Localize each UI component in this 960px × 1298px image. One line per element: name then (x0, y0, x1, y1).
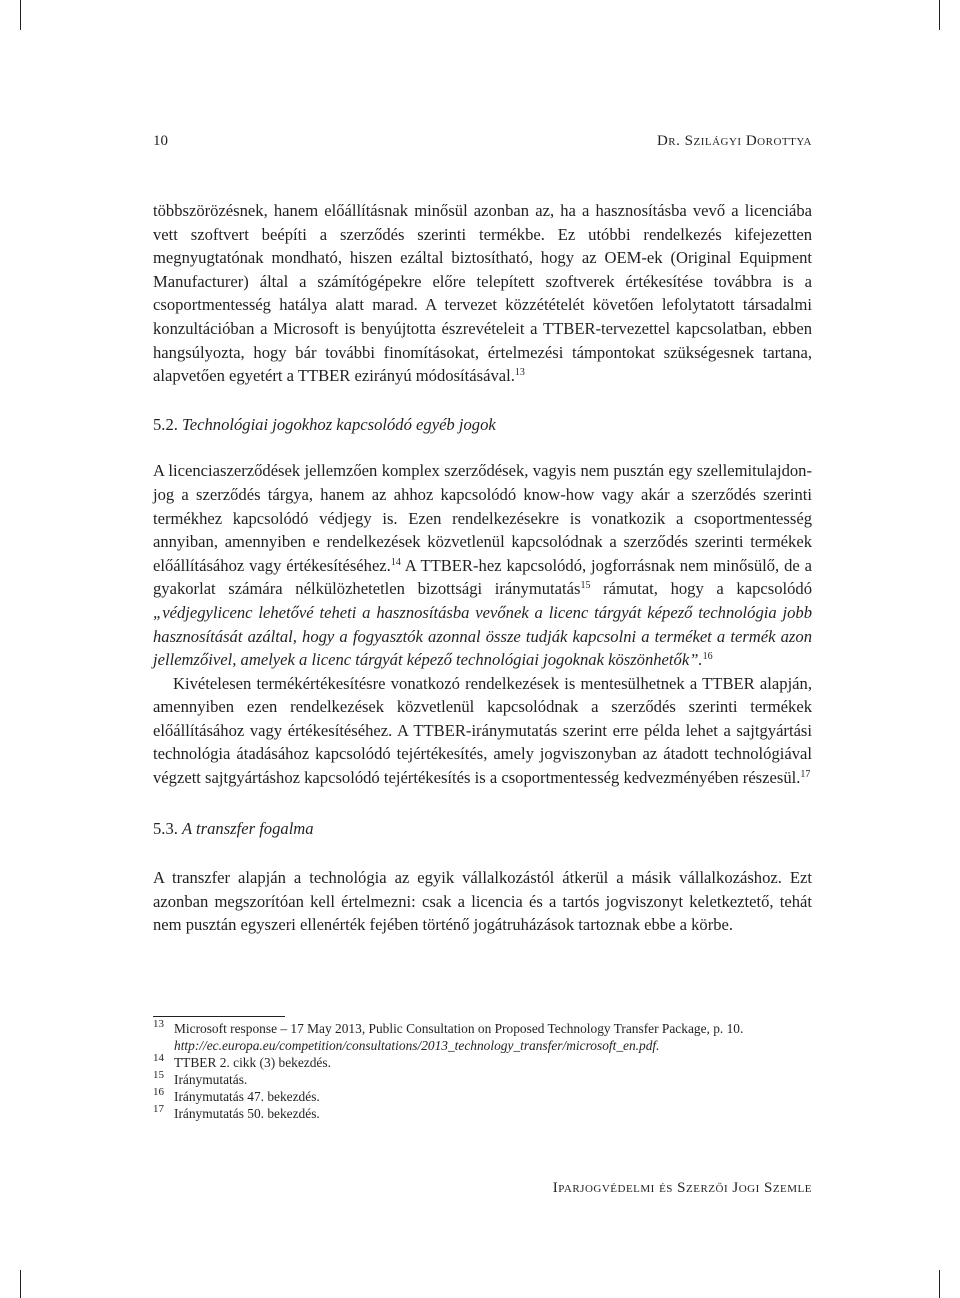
footnote-number: 16 (153, 1086, 164, 1098)
footnote-ref: 16 (702, 651, 713, 663)
footnote-text: Iránymutatás 47. bekezdés. (174, 1089, 320, 1104)
footnote-ref: 13 (514, 367, 525, 379)
crop-mark (939, 1270, 940, 1298)
paragraph (153, 459, 812, 671)
crop-mark (939, 0, 940, 30)
footnote (153, 1105, 812, 1122)
section-heading (153, 817, 812, 841)
footnote-body: Microsoft response – 17 May 2013, Public Consultation on Proposed Technology Transfer Package, p. 10. (174, 1021, 744, 1036)
paragraph-text: rámutat, hogy a kapcsolódó (590, 579, 812, 599)
paragraph-text: többszörözésnek, hanem előállításnak minősül azonban az, ha a hasznosításba vevő a licenciába vett szoftvert beépíti a szerződés szerinti termékbe. Ez utóbbi rendelkezés kifejezetten megnyugtatónak mondható, hiszen ezáltal biztosítható, hogy az OEM-ek (Original Equipment Manufacturer) által a számítógépekre előre telepített szoftverek értékesítése továbbra is a csoportmentesség hatálya alatt marad. A tervezet közzétételét követően lefolytatott társadalmi konzultációban a Microsoft is benyújtotta észrevételeit a TTBER-tervezettel kapcsolatban, ebben hangsúlyozta, hogy bár további finomításokat, értelmezési támpontokat szükségesnek tartana, alapvetően egyetért a TTBER ezirányú módosításával. (153, 201, 812, 386)
running-header (153, 133, 812, 153)
footnote-ref: 14 (390, 556, 401, 568)
author-name: Dr. Szilágyi Dorottya (656, 133, 812, 149)
footnote-text: TTBER 2. cikk (3) bekezdés. (174, 1055, 331, 1070)
paragraph (153, 866, 812, 937)
section-title: Technológiai jogokhoz kapcsolódó egyéb jogok (182, 414, 496, 434)
journal-title: Iparjogvédelmi és Szerzői Jogi Szemle (552, 1180, 812, 1196)
footnote-number: 15 (153, 1069, 164, 1081)
footnote (153, 1054, 812, 1071)
paragraph (153, 672, 812, 790)
paragraph (153, 199, 812, 388)
article-body (153, 199, 812, 937)
footnote-ref: 17 (800, 769, 811, 781)
footnote-ref: 15 (580, 580, 591, 592)
footnotes (153, 1020, 812, 1122)
footnote-text: Iránymutatás. (174, 1072, 248, 1087)
footnote-link[interactable]: http://ec.europa.eu/competition/consultations/2013_technology_transfer/microsoft_en.pdf. (174, 1038, 660, 1053)
paragraph-text: Kivételesen termékértékesítésre vonatkozó rendelkezések is mentesülhetnek a TTBER alapján, amennyiben ezen rendelkezések közvetlenül kapcsolódnak a szerződés szerinti termékek előállításához vagy értékesítéséhez. A TTBER-iránymutatás szerint erre példa lehet a sajtgyártási technológia átadásához kapcsolódó tejértékesítés, amely jogviszonyban az átadott technológiával végzett sajtgyártáshoz kapcsolódó tejértékesítés is a csoportmentesség kedvezményében részesül. (153, 673, 812, 788)
crop-mark (20, 1270, 21, 1298)
paragraph-text: A transzfer alapján a technológia az egyik vállalkozástól átkerül a másik vállalkozáshoz. Ezt azonban megszorítóan kell értelmezni: csak a licencia és a tartós jogviszonyt keletkeztető, tehát nem pusztán egyszeri ellenérték fejében történő jogátruházások tartoznak ebbe a körbe. (153, 868, 812, 935)
paragraph-text: A licenciaszerződések jellemzően komplex szerződések, vagyis nem pusztán egy szellemitulajdon-jog a szerződés tárgya, hanem az ahhoz kapcsolódó know-how vagy akár a szerződés szerinti termékhez kapcsolódó védjegy is. Ezen rendelkezésekre is vonatkozik a csoportmentesség annyiban, amennyiben e rendelkezések közvetlenül kapcsolódnak a szerződés szerinti termékek előállításához vagy értékesítéséhez. (153, 461, 812, 575)
footnote-text (174, 1020, 812, 1054)
footnote-number: 17 (153, 1103, 164, 1115)
footnote (153, 1071, 812, 1088)
paragraph-text: A TTBER-hez kapcsolódó, jogforrásnak nem minősülő, de a gyakorlat számára nélkülözhetetlen bizottsági iránymutatás (153, 555, 812, 599)
footnote-text: Iránymutatás 50. bekezdés. (174, 1106, 320, 1121)
footnote (153, 1020, 812, 1054)
footnote-number: 13 (153, 1018, 164, 1030)
section-number: 5.2. (153, 414, 178, 434)
quoted-text: „védjegylicenc lehetővé teheti a hasznosításba vevőnek a licenc tárgyát képező technológia jobb hasznosítását azáltal, hogy a fogyasztók azonnal össze tudják kapcsolni a terméket a termék azon jellemzőivel, amelyek a licenc tárgyát képező technológiai jogoknak köszönhetők”. (153, 602, 812, 670)
footnote (153, 1088, 812, 1105)
footnote-number: 14 (153, 1052, 164, 1064)
section-title: A transzfer fogalma (182, 818, 314, 838)
crop-mark (20, 0, 21, 30)
section-number: 5.3. (153, 818, 178, 838)
page-number: 10 (153, 133, 168, 149)
section-heading (153, 413, 812, 437)
